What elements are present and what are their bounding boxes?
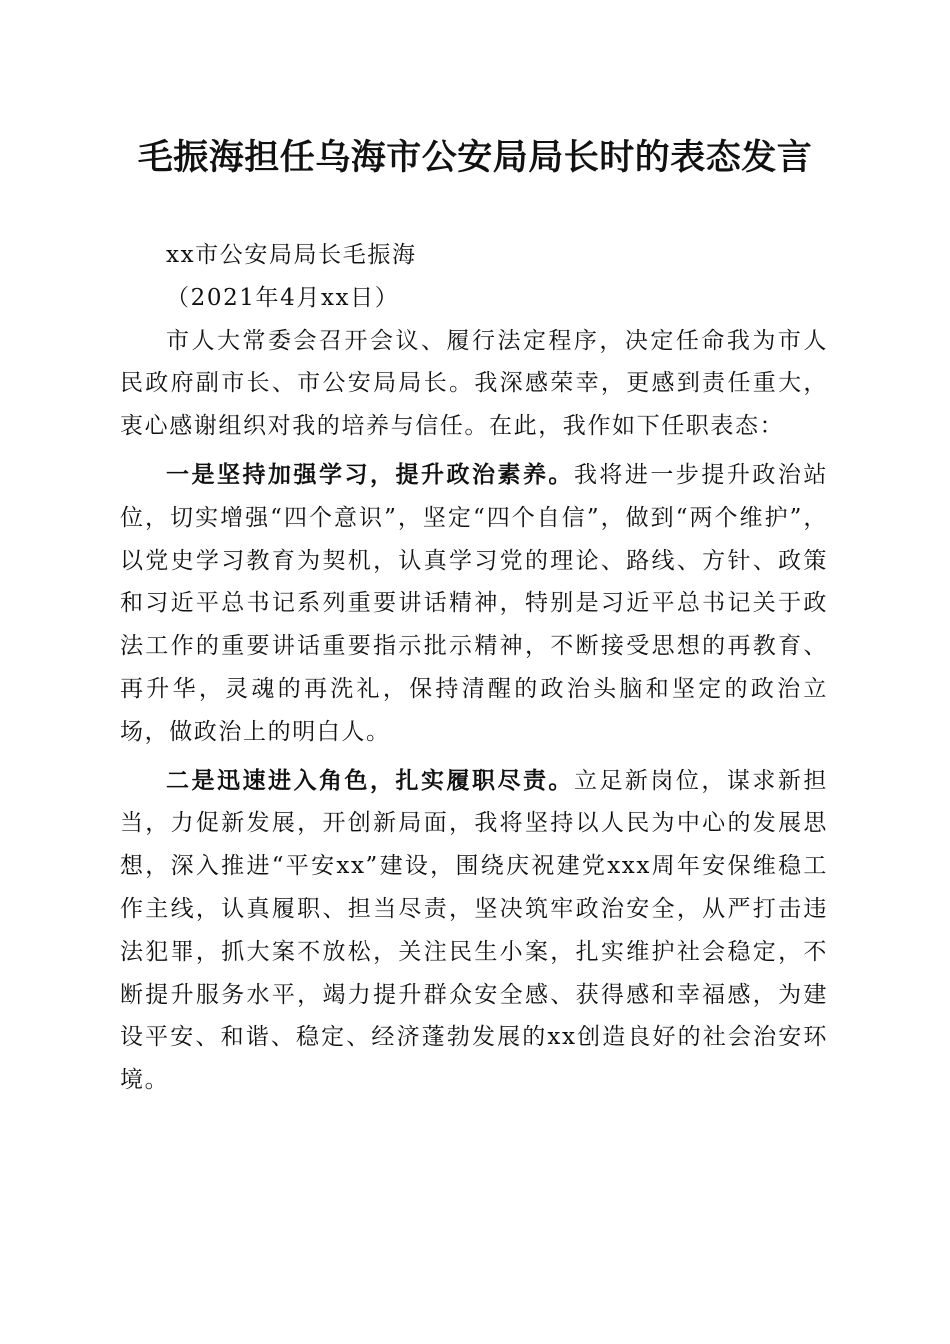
section-paragraph-1 [120, 454, 828, 754]
section-lead-1: 一是坚持加强学习，提升政治素养。 [166, 460, 574, 488]
document-title: 毛振海担任乌海市公安局局长时的表态发言 [137, 137, 813, 178]
section-paragraph-2 [120, 760, 828, 1102]
intro-paragraph: 市人大常委会召开会议、履行法定程序，决定任命我为市人民政府副市长、市公安局局长。我深感荣幸，更感到责任重大，衷心感谢组织对我的培养与信任。在此，我作如下任职表态： [120, 327, 828, 440]
section-text-2: 立足新岗位，谋求新担当，力促新发展，开创新局面，我将坚持以人民为中心的发展思想，深入推进“平安xx”建设，围绕庆祝建党xxx周年安保维稳工作主线，认真履职、担当尽责，坚决筑牢政治安全，从严打击违法犯罪，抓大案不放松，关注民生小案，扎实维护社会稳定，不断提升服务水平，竭力提升群众安全感、获得感和幸福感，为建设平安、和谐、稳定、经济蓬勃发展的xx创造良好的社会治安环境。 [120, 767, 828, 1094]
date-line: （2021年4月xx日） [166, 284, 400, 311]
document-body [120, 234, 828, 1102]
section-lead-2: 二是迅速进入角色，扎实履职尽责。 [166, 766, 574, 794]
section-text-1: 我将进一步提升政治站位，切实增强“四个意识”，坚定“四个自信”，做到“两个维护”，以党史学习教育为契机，认真学习党的理论、路线、方针、政策和习近平总书记系列重要讲话精神，特别是习近平总书记关于政法工作的重要讲话重要指示批示精神，不断接受思想的再教育、再升华，灵魂的再洗礼，保持清醒的政治头脑和坚定的政治立场，做政治上的明白人。 [120, 461, 828, 745]
author-line: xx市公安局局长毛振海 [166, 242, 417, 268]
